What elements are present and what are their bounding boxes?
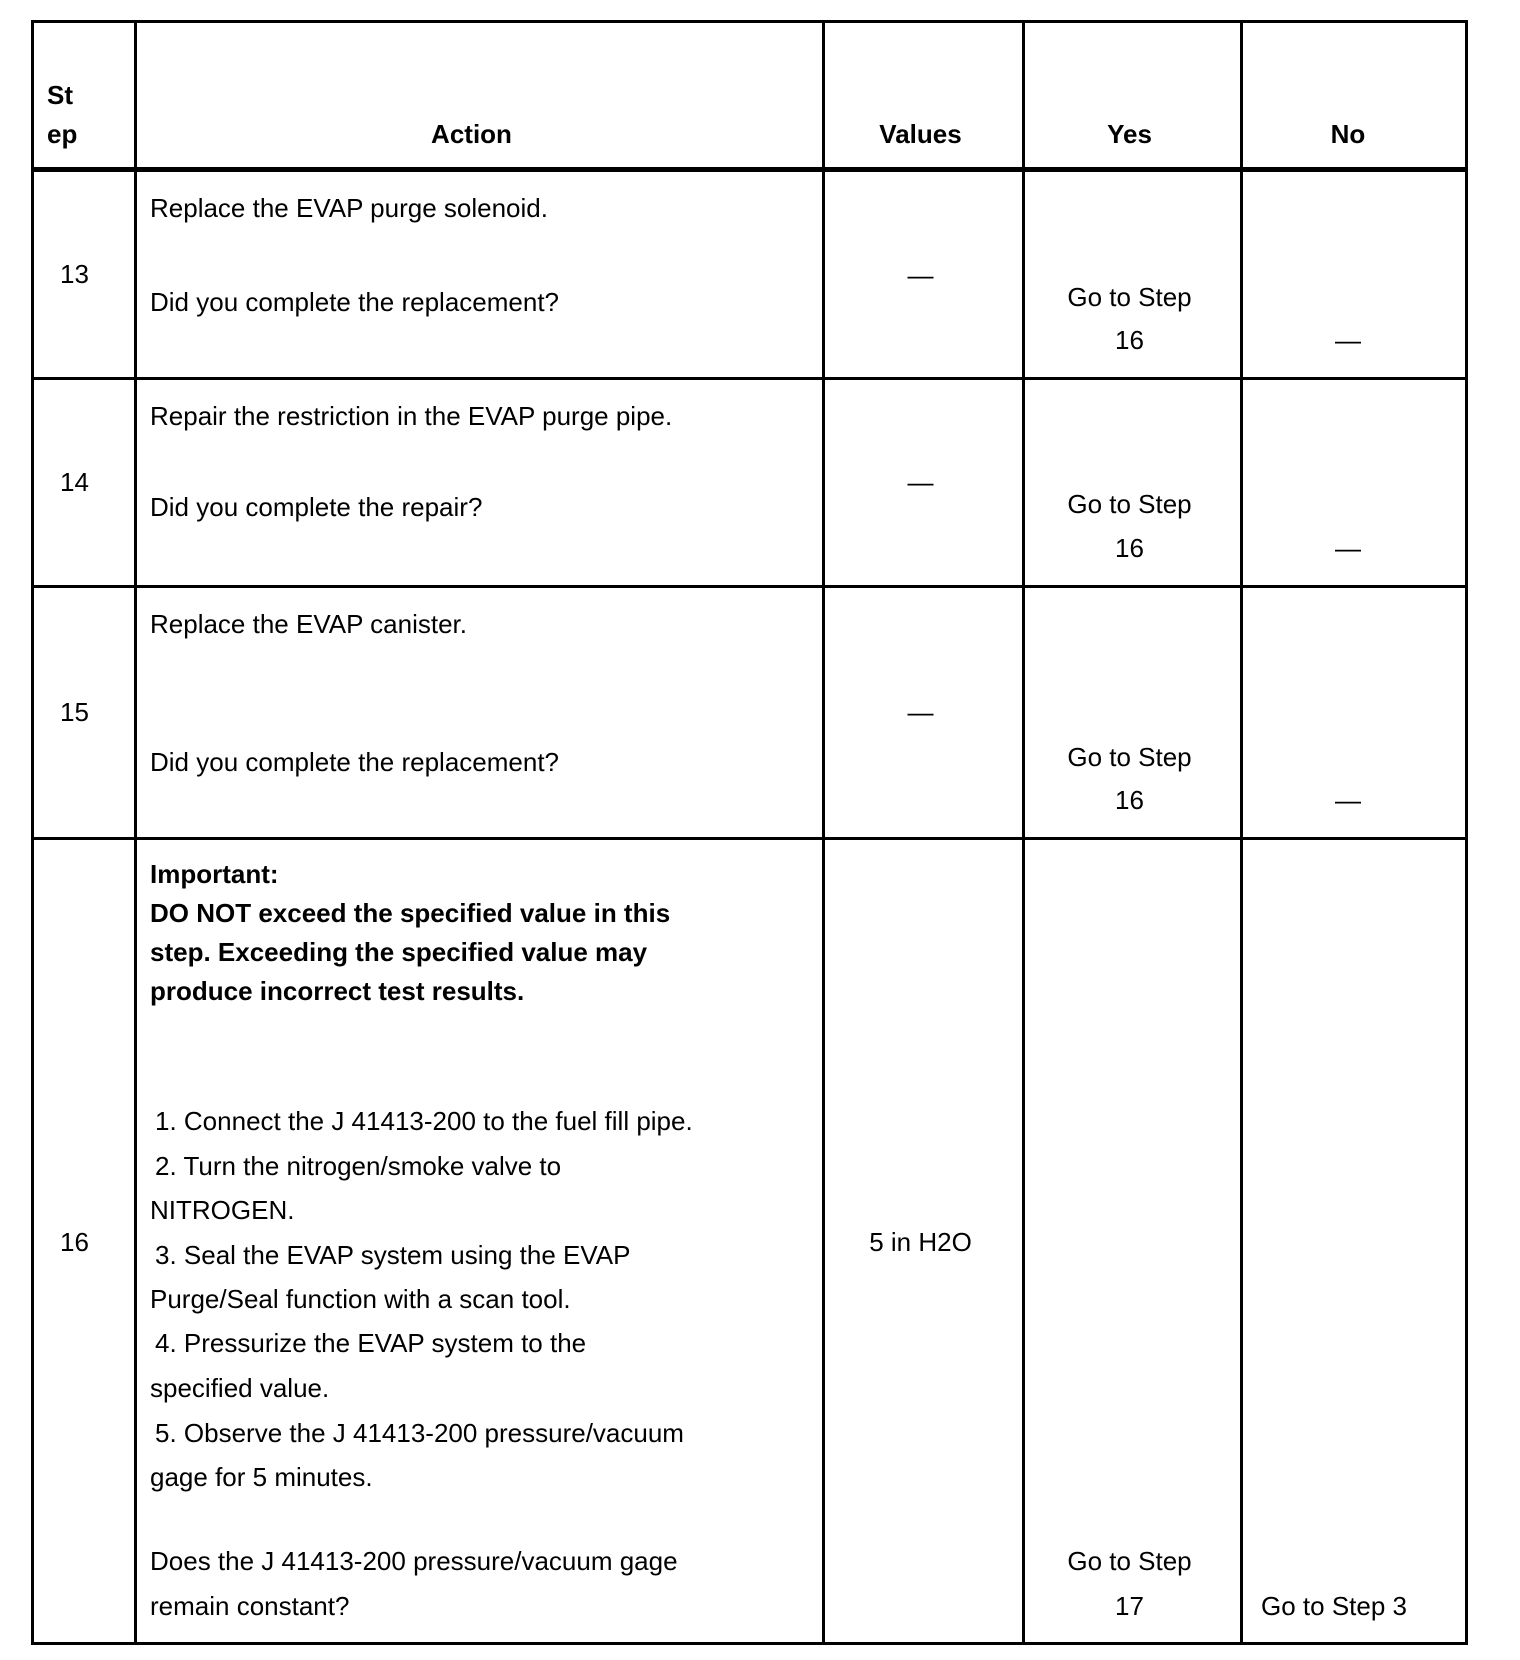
values-cell: — xyxy=(907,260,934,290)
step-number: 15 xyxy=(60,697,89,727)
yes-line1: Go to Step xyxy=(1067,282,1192,312)
column-divider xyxy=(1022,20,1025,1645)
no-cell: — xyxy=(1335,785,1361,815)
list-item: 1. Connect the J 41413-200 to the fuel fill pipe. xyxy=(155,1106,693,1136)
important-line: produce incorrect test results. xyxy=(150,976,525,1006)
important-label: Important: xyxy=(150,859,279,889)
important-line: step. Exceeding the specified value may xyxy=(150,937,648,967)
list-item: Purge/Seal function with a scan tool. xyxy=(150,1284,571,1314)
row-divider xyxy=(31,837,1468,840)
list-item: 4. Pressurize the EVAP system to the xyxy=(155,1328,587,1358)
header-yes: Yes xyxy=(1107,119,1152,149)
yes-line1: Go to Step xyxy=(1067,742,1192,772)
yes-line2: 17 xyxy=(1115,1591,1144,1621)
action-question: Did you complete the repair? xyxy=(150,492,483,522)
list-item: NITROGEN. xyxy=(150,1195,295,1225)
no-cell: — xyxy=(1335,533,1361,563)
action-question: Did you complete the replacement? xyxy=(150,747,560,777)
list-item: 5. Observe the J 41413-200 pressure/vacuum xyxy=(155,1418,684,1448)
yes-line1: Go to Step xyxy=(1067,1546,1192,1576)
action-text: Repair the restriction in the EVAP purge pipe. xyxy=(150,401,673,431)
step-number: 14 xyxy=(60,467,89,497)
step-number: 16 xyxy=(60,1227,89,1257)
row-divider xyxy=(31,377,1468,380)
header-step-line1: St xyxy=(47,80,73,110)
header-step-line2: ep xyxy=(47,119,78,149)
values-cell: — xyxy=(907,697,934,727)
yes-line2: 16 xyxy=(1115,325,1144,355)
important-line: DO NOT exceed the specified value in this xyxy=(150,898,671,928)
list-item: gage for 5 minutes. xyxy=(150,1462,373,1492)
action-text: Replace the EVAP purge solenoid. xyxy=(150,193,548,223)
list-item: specified value. xyxy=(150,1373,330,1403)
values-cell: — xyxy=(907,467,934,497)
column-divider xyxy=(134,20,137,1645)
action-question: Does the J 41413-200 pressure/vacuum gage xyxy=(150,1546,678,1576)
action-text: Replace the EVAP canister. xyxy=(150,609,468,639)
yes-line2: 16 xyxy=(1115,785,1144,815)
no-cell: Go to Step 3 xyxy=(1261,1591,1407,1621)
yes-line2: 16 xyxy=(1115,533,1144,563)
header-action: Action xyxy=(431,119,512,149)
yes-line1: Go to Step xyxy=(1067,489,1192,519)
action-question: remain constant? xyxy=(150,1591,350,1621)
list-item: 2. Turn the nitrogen/smoke valve to xyxy=(155,1151,562,1181)
column-divider xyxy=(1240,20,1243,1645)
row-divider xyxy=(31,585,1468,588)
values-cell: 5 in H2O xyxy=(869,1227,972,1257)
action-question: Did you complete the replacement? xyxy=(150,287,560,317)
header-values: Values xyxy=(879,119,962,149)
step-number: 13 xyxy=(60,259,89,289)
list-item: 3. Seal the EVAP system using the EVAP xyxy=(155,1240,631,1270)
no-cell: — xyxy=(1335,325,1361,355)
header-divider xyxy=(31,167,1468,172)
header-no: No xyxy=(1330,119,1366,149)
